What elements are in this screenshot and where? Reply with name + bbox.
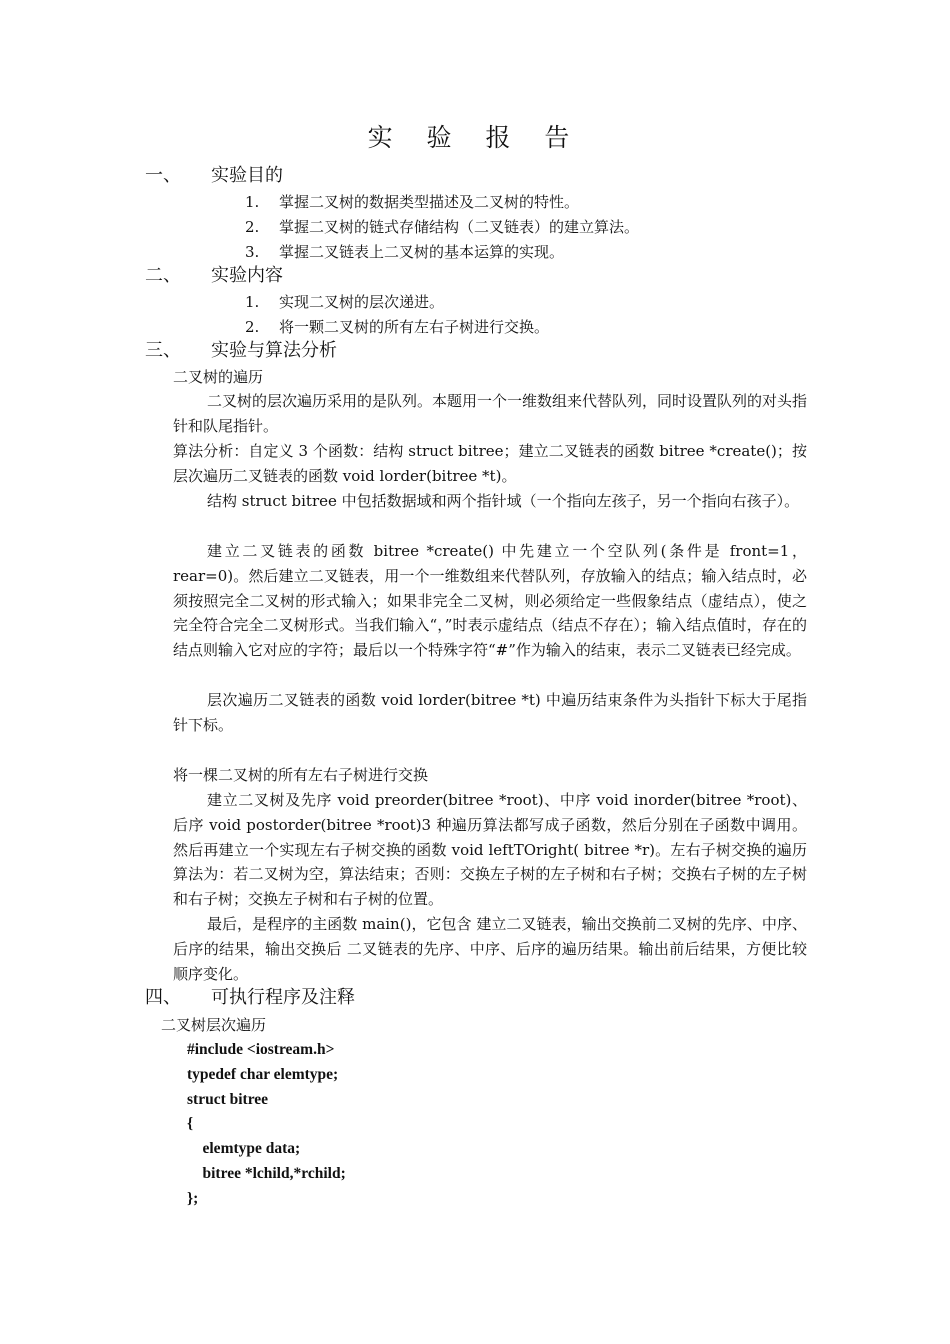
code-line: }; (187, 1189, 199, 1207)
code-line: bitree *lchild,*rchild; (187, 1164, 346, 1182)
subheading: 将一棵二叉树的所有左右子树进行交换 (173, 766, 429, 784)
report-title: 实 验 报 告 (367, 123, 583, 152)
section-label: 实验与算法分析 (211, 340, 337, 361)
paragraph: 结构 struct bitree 中包括数据域和两个指针域（一个指向左孩子，另一个指向右孩子）。 (207, 492, 800, 510)
item-number: 3. (245, 243, 260, 261)
code-line: #include <iostream.h> (187, 1041, 335, 1058)
item-number: 2. (245, 218, 260, 236)
code-line: { (187, 1115, 194, 1133)
item-text: 实现二叉树的层次递进。 (279, 293, 445, 311)
paragraph: 层次遍历二叉链表的函数 void lorder(bitree *t) 中遍历结束条件为头指针下标大于尾指针下标。 (173, 691, 807, 734)
section-label: 可执行程序及注释 (211, 987, 355, 1008)
section-number: 四、 (145, 987, 181, 1008)
item-number: 1. (245, 193, 260, 211)
section-label: 实验目的 (211, 165, 283, 186)
section-number: 一、 (145, 165, 181, 186)
item-text: 掌握二叉链表上二叉树的基本运算的实现。 (279, 243, 565, 261)
code-line: struct bitree (187, 1090, 269, 1108)
paragraph: 最后，是程序的主函数 main()，它包含 建立二叉链表，输出交换前二叉树的先序、中序、后序的结果，输出交换后 二叉链表的先序、中序、后序的遍历结果。输出前后结果，方便比较顺序变化。 (173, 915, 807, 983)
paragraph: 二叉树的层次遍历采用的是队列。本题用一个一维数组来代替队列，同时设置队列的对头指针和队尾指针。 (173, 392, 808, 435)
subheading: 二叉树的遍历 (173, 368, 264, 386)
code-line: elemtype data; (187, 1140, 301, 1158)
paragraph: 建立二叉链表的函数 bitree *create() 中先建立一个空队列(条件是 front=1，rear=0)。然后建立二叉链表，用一个一维数组来代替队列，存放输入的结点；输入结点时，必须按照完全二叉树的形式输入；如果非完全二叉树，则必须给定一些假象结点（虚结点），使之完全符合完全二叉树形式。当我们输入“，”时表示虚结点（结点不存在）；输入结点值时，存在的结点则输入它对应的字符；最后以一个特殊字符“#”作为输入的结束，表示二叉链表已经完成。 (173, 542, 807, 660)
code-line: typedef char elemtype; (187, 1065, 339, 1083)
section-number: 三、 (145, 340, 181, 361)
item-number: 2. (245, 318, 260, 336)
item-number: 1. (245, 293, 260, 311)
section-label: 实验内容 (211, 265, 283, 286)
item-text: 将一颗二叉树的所有左右子树进行交换。 (279, 318, 550, 336)
code-block (187, 1038, 787, 1212)
item-text: 掌握二叉树的链式存储结构（二叉链表）的建立算法。 (279, 218, 640, 236)
subheading: 二叉树层次遍历 (161, 1016, 267, 1034)
item-text: 掌握二叉树的数据类型描述及二叉树的特性。 (279, 193, 580, 211)
paragraph: 建立二叉树及先序 void preorder(bitree *root)、中序 void inorder(bitree *root)、后序 void postorder(bitree *root)3 种遍历算法都写成子函数，然后分别在子函数中调用。然后再建立一个实现左右子树交换的函数 void leftTOright( bitree *r)。左右子树交换的遍历算法为：若二叉树为空，算法结束；否则：交换左子树的左子树和右子树；交换右子树的左子树和右子树；交换左子树和右子树的位置。 (173, 791, 807, 909)
section-number: 二、 (145, 265, 181, 286)
paragraph: 算法分析：自定义 3 个函数：结构 struct bitree；建立二叉链表的函数 bitree *create()；按层次遍历二叉链表的函数 void lorder(bitree *t)。 (173, 442, 807, 485)
